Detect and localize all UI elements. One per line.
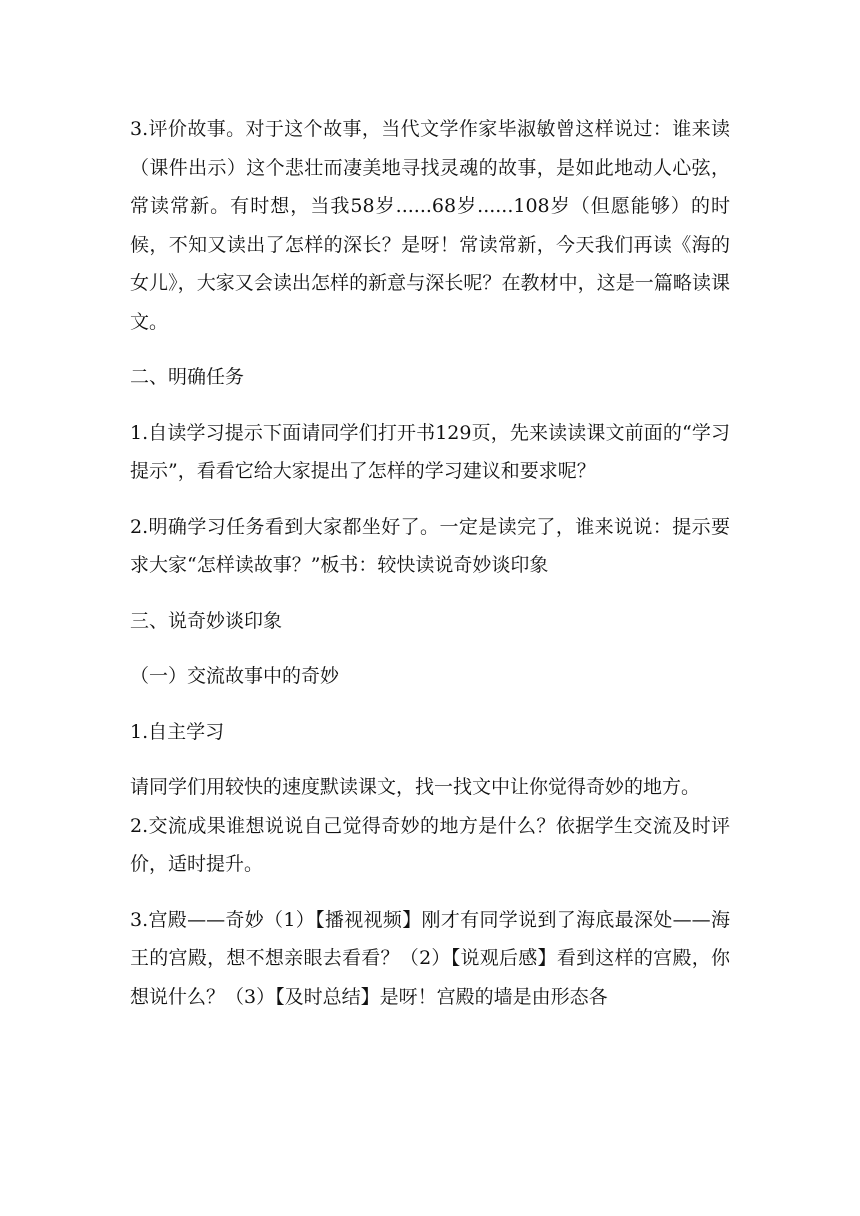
paragraph-reading-tips: 1.自读学习提示下面请同学们打开书129页，先来读读课文前面的“学习提示”，看看它给大家提出了怎样的学习建议和要求呢？ [130, 421, 730, 482]
subsection-heading-exchange-wonder: （一）交流故事中的奇妙 [130, 665, 340, 687]
section-heading-clarify-tasks: 二、明确任务 [130, 366, 245, 388]
paragraph-palace-wonder: 3.宫殿——奇妙（1）【播视视频】刚才有同学说到了海底最深处——海王的宫殿，想不想亲眼去看看？（2）【说观后感】看到这样的宫殿，你想说什么？（3）【及时总结】是呀！宫殿的墙是由形态各 [130, 908, 730, 1008]
document-body [130, 110, 730, 1016]
paragraph-learning-task: 2.明确学习任务看到大家都坐好了。一定是读完了，谁来说说：提示要求大家“怎样读故事？”板书：较快读说奇妙谈印象 [130, 515, 730, 576]
paragraph-share-results: 2.交流成果谁想说说自己觉得奇妙的地方是什么？依据学生交流及时评价，适时提升。 [130, 814, 730, 875]
paragraph-evaluate-story: 3.评价故事。对于这个故事，当代文学作家毕淑敏曾这样说过：谁来读（课件出示）这个悲壮而凄美地寻找灵魂的故事，是如此地动人心弦，常读常新。有时想，当我58岁......68岁......108岁（但愿能够）的时候，不知又读出了怎样的深长？是呀！常读常新，今天我们再读《海的女儿》，大家又会读出怎样的新意与深长呢？在教材中，这是一篇略读课文。 [130, 118, 730, 333]
paragraph-silent-reading: 请同学们用较快的速度默读课文，找一找文中让你觉得奇妙的地方。 [130, 776, 701, 798]
item-heading-self-study: 1.自主学习 [130, 720, 225, 743]
section-heading-wonder-impression: 三、说奇妙谈印象 [130, 609, 283, 632]
